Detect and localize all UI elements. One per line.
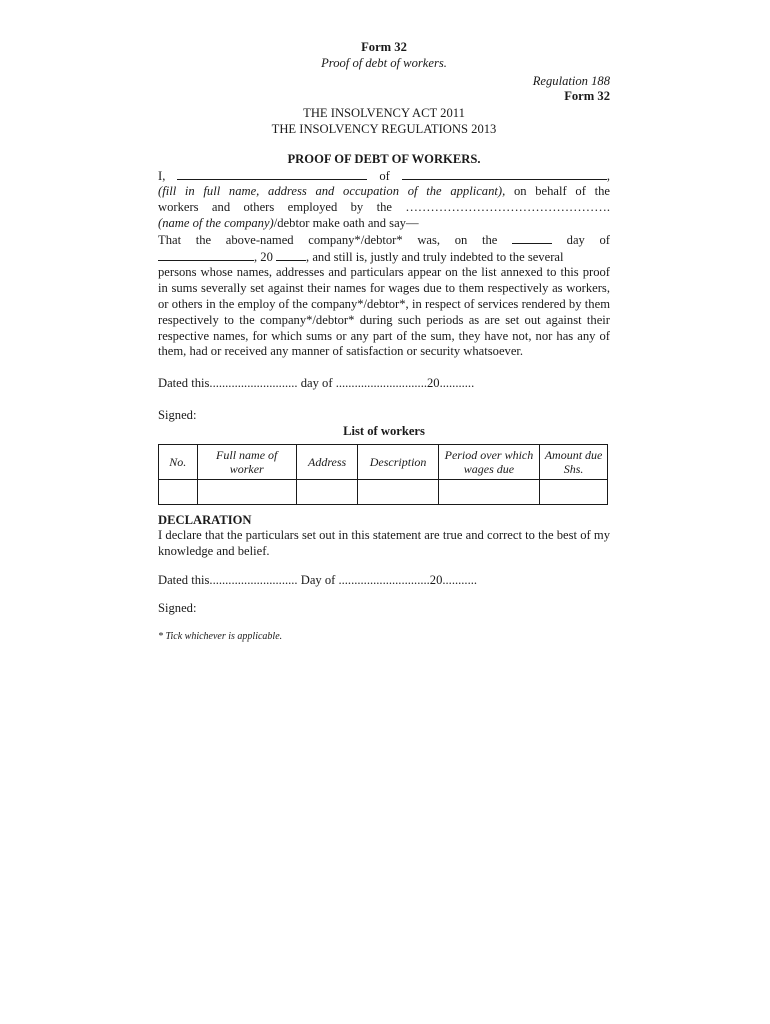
col-full-name: Full name of worker [197, 444, 296, 479]
date-line [158, 249, 610, 266]
declaration-text: I declare that the particulars set out in this statement are true and correct to the best of my knowledge and belief. [158, 528, 610, 559]
footnote: * Tick whichever is applicable. [158, 630, 283, 642]
day-blank [512, 232, 552, 244]
month-blank [158, 249, 254, 261]
indebted-text: , and still is, justly and truly indebted to the several [306, 249, 564, 264]
table-cell [159, 479, 198, 504]
list-title: List of workers [343, 423, 425, 438]
workers-line: workers and others employed by the …………………………………………. [158, 200, 610, 215]
act-title: THE INSOLVENCY ACT 2011 [303, 106, 465, 121]
regulations-title: THE INSOLVENCY REGULATIONS 2013 [271, 121, 497, 136]
oath-text: /debtor make oath and say— [273, 215, 419, 230]
of-label: of [379, 168, 390, 183]
declaration-dated: Dated this............................ Day of .............................20........... [158, 572, 478, 587]
col-amount: Amount due Shs. [540, 444, 608, 479]
signed-line: Signed: [158, 407, 197, 422]
col-description: Description [358, 444, 438, 479]
proof-heading: PROOF OF DEBT OF WORKERS. [287, 151, 481, 166]
col-no: No. [159, 444, 198, 479]
day-of-text: day of [566, 232, 610, 247]
table-cell [540, 479, 608, 504]
company-line [158, 216, 610, 232]
fill-line [158, 184, 610, 200]
col-period: Period over which wages due [438, 444, 539, 479]
table-header-row [159, 444, 608, 479]
year-blank [276, 249, 306, 261]
fill-instruction: (fill in full name, address and occupation of the applicant), [158, 184, 506, 199]
declaration-heading: DECLARATION [158, 512, 252, 527]
table-cell [197, 479, 296, 504]
form-document [158, 40, 610, 644]
company-name-hint: (name of the company) [158, 215, 274, 230]
form-label: Form 32 [564, 89, 610, 104]
proof-paragraph: persons whose names, addresses and particulars appear on the list annexed to this proof in sums severally set against their names for wages due to them respectively as workers, or others in the employ of the company*/debtor*, in respect of services rendered by them respectively to the company*/debtor* during such periods as are set out against their respective names, for which sums or any part of the sum, they have not, nor has any of them, had or received any manner of satisfaction or security whatsoever. [158, 265, 610, 359]
that-text: That the above-named company*/debtor* was, on the [158, 232, 498, 247]
on-behalf-text: on behalf of the [505, 184, 610, 199]
regulation-ref: Regulation 188 [532, 73, 610, 88]
address-blank [402, 168, 607, 180]
i-label: I, [158, 168, 166, 183]
col-address: Address [296, 444, 358, 479]
table-cell [296, 479, 358, 504]
form-title: Form 32 [361, 40, 407, 54]
form-subtitle: Proof of debt of workers. [321, 55, 447, 70]
applicant-line: I, of , [158, 168, 610, 183]
twenty-text: , 20 [254, 249, 273, 264]
declaration-signed: Signed: [158, 600, 197, 615]
table-cell [438, 479, 539, 504]
table-row [159, 479, 608, 504]
table-cell [358, 479, 438, 504]
dated-line: Dated this............................ day of .............................20........... [158, 376, 475, 391]
workers-table [158, 444, 608, 505]
that-line [158, 232, 610, 249]
name-blank [177, 168, 367, 180]
